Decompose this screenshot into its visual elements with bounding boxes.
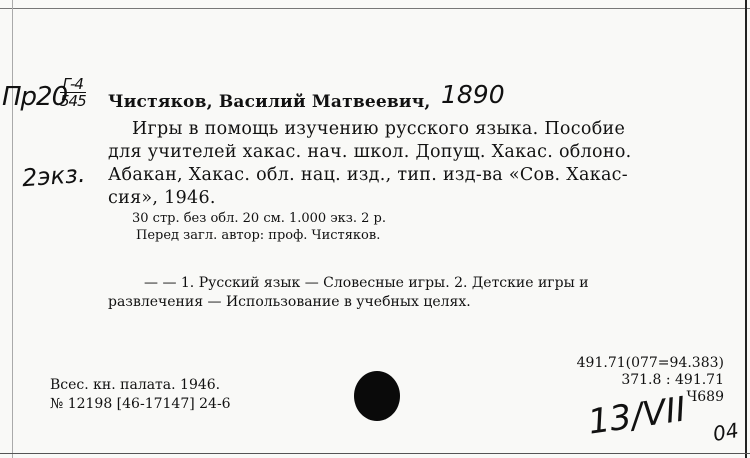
- physical-line: 30 стр. без обл. 20 см. 1.000 экз. 2 р.: [132, 211, 386, 226]
- subject-line: развлечения — Использование в учебных целях.: [108, 294, 471, 310]
- birth-year: 1890: [441, 80, 505, 109]
- shelf-prefix: Пр20: [2, 82, 68, 112]
- title-description: [108, 118, 748, 210]
- subject-line: — — 1. Русский язык — Словесные игры. 2. Детские игры и: [144, 275, 589, 291]
- chamber-line: Всес. кн. палата. 1946.: [50, 377, 221, 393]
- card-left-edge: [12, 0, 13, 458]
- punch-hole: [354, 371, 400, 421]
- udc-index: 491.71(077=94.383): [576, 355, 724, 371]
- author-heading: Чистяков, Василий Матвеевич,: [108, 92, 431, 112]
- description-line: Абакан, Хакас. обл. нац. изд., тип. изд-ва «Сов. Хакас-: [108, 165, 629, 185]
- description-line: сия», 1946.: [108, 188, 216, 208]
- card-top-edge: [0, 8, 750, 9]
- description-line: для учителей хакас. нач. школ. Допущ. Хакас. облоно.: [108, 142, 632, 162]
- shelf-fraction: [60, 76, 86, 109]
- physical-description: [132, 210, 386, 244]
- card-bottom-edge: [0, 453, 750, 454]
- subject-headings: [108, 274, 748, 312]
- description-line: Игры в помощь изучению русского языка. Пособие: [132, 119, 626, 139]
- author-mark: Ч689: [686, 389, 724, 405]
- shelf-mark: [2, 75, 86, 112]
- copies-note: 2экз.: [21, 159, 87, 193]
- card-right-edge: [745, 0, 747, 458]
- shelf-numerator: Г-4: [60, 76, 86, 93]
- author-note: Перед загл. автор: проф. Чистяков.: [136, 228, 381, 243]
- shelf-denominator: 545: [60, 92, 86, 110]
- corner-mark: 04: [711, 417, 741, 447]
- chamber-number: № 12198 [46-17147] 24-6: [50, 396, 231, 412]
- handwritten-signature: 13/VII: [585, 389, 689, 443]
- book-chamber-info: [50, 376, 231, 414]
- bbk-index: 371.8 : 491.71: [621, 372, 724, 388]
